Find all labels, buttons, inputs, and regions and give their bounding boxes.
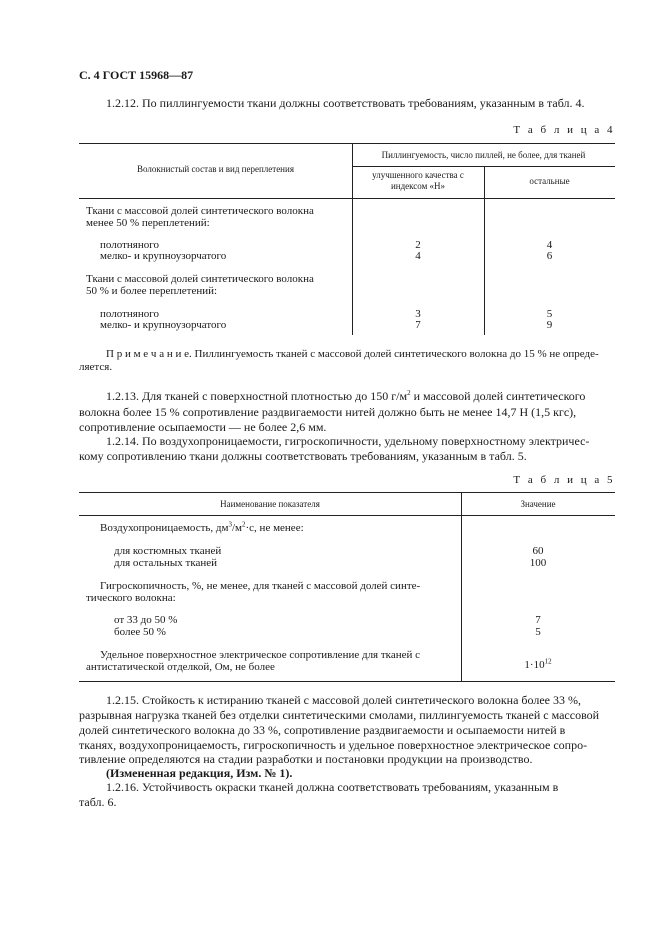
table-4-note-continued: ляется. bbox=[79, 361, 113, 373]
table-cell-value: 4 bbox=[546, 239, 553, 251]
table-5-hygroscopicity-label: Гигроскопичность, %, не менее, для тканей с массовой долей синте- bbox=[100, 580, 421, 592]
table-row-label: полотняного bbox=[100, 239, 159, 251]
table-5-air-permeability-label bbox=[100, 522, 304, 535]
table-row-label: полотняного bbox=[100, 308, 159, 320]
table-5-col-divider bbox=[461, 492, 462, 681]
air-text-c: ·с, не менее: bbox=[245, 522, 304, 534]
p13-superscript: 2 bbox=[407, 389, 411, 397]
table-cell-value: 9 bbox=[546, 319, 553, 331]
table-4-caption: Т а б л и ц а 4 bbox=[513, 124, 615, 136]
table-4-col1-header: Волокнистый состав и вид переплетения bbox=[137, 164, 294, 174]
paragraph-1-2-15-line2: разрывная нагрузка тканей без отделки синтетическими смолами, пиллингуемость тканей с массовой bbox=[79, 708, 600, 722]
paragraph-1-2-13-line2: волокна более 15 % сопротивление раздвигаемости нитей должно быть не менее 14,7 Н (1,5 кгс), bbox=[79, 405, 577, 419]
note-text: Пиллингуемость тканей с массовой долей синтетического волокна до 15 % не опреде- bbox=[191, 348, 599, 360]
table-cell-value: 3 bbox=[415, 308, 421, 320]
table-5-col2-header: Значение bbox=[520, 499, 556, 509]
table-4-note bbox=[106, 348, 599, 361]
table-cell-value: 7 bbox=[535, 614, 541, 626]
table-5-bottom-border bbox=[79, 681, 615, 682]
note-label: П р и м е ч а н и е. bbox=[106, 348, 192, 360]
table-5-col1-header: Наименование показателя bbox=[220, 499, 320, 509]
table-4-col2-header-line2: индексом «Н» bbox=[390, 181, 446, 191]
paragraph-1-2-15-line4: тканях, воздухопроницаемость, гигроскопичность и удельное поверхностное электрическое сопро- bbox=[79, 738, 588, 752]
table-4-group2-subtitle: 50 % и более переплетений: bbox=[86, 285, 218, 297]
table-cell-value: 6 bbox=[546, 250, 553, 262]
p13-text-a: 1.2.13. Для тканей с поверхностной плотностью до 150 г/м bbox=[106, 389, 408, 403]
table-cell-value: 2 bbox=[415, 239, 421, 251]
table-4-group1-subtitle: менее 50 % переплетений: bbox=[86, 217, 210, 229]
table-5-resistance-value bbox=[461, 659, 615, 672]
table-4-col2-header-line1: улучшенного качества с bbox=[372, 170, 464, 180]
paragraph-1-2-15-line3: долей синтетического волокна до 33 %, сопротивление раздвигаемости и осыпаемости нитей в bbox=[79, 723, 566, 737]
table-4-col-group-header: Пиллингуемость, число пиллей, не более, для тканей bbox=[381, 150, 586, 160]
res-value-exp: 12 bbox=[544, 657, 552, 666]
paragraph-1-2-14-line2: кому сопротивлению ткани должны соответствовать требованиям, указанным в табл. 5. bbox=[79, 449, 527, 463]
paragraph-1-2-13-line1 bbox=[106, 389, 585, 403]
table-cell-value: 100 bbox=[529, 557, 547, 569]
paragraph-1-2-16-line1: 1.2.16. Устойчивость окраски тканей должна соответствовать требованиям, указанным в bbox=[106, 780, 559, 794]
table-row-label: мелко- и крупноузорчатого bbox=[100, 319, 227, 331]
table-cell-value: 5 bbox=[535, 626, 541, 638]
paragraph-1-2-15-line1: 1.2.15. Стойкость к истиранию тканей с массовой долей синтетического волокна более 33 %, bbox=[106, 693, 582, 707]
air-text-a: Воздухопроницаемость, дм bbox=[100, 522, 229, 534]
table-row-label: для остальных тканей bbox=[114, 557, 218, 569]
table-5-caption: Т а б л и ц а 5 bbox=[513, 474, 615, 486]
page-header: С. 4 ГОСТ 15968—87 bbox=[79, 68, 194, 82]
table-4-col3-header: остальные bbox=[529, 176, 570, 186]
res-value-base: 1·10 bbox=[524, 659, 545, 671]
air-sup-1: 3 bbox=[228, 520, 232, 529]
table-4-group1-title: Ткани с массовой долей синтетического волокна bbox=[86, 205, 314, 217]
p13-text-b: и массовой долей синтетического bbox=[410, 389, 586, 403]
paragraph-1-2-13-line3: сопротивление осыпаемости — не более 2,6 мм. bbox=[79, 420, 327, 434]
paragraph-1-2-15-line5: тивление определяются на стадии разработки и постановки продукции на производство. bbox=[79, 752, 533, 766]
table-cell-value: 4 bbox=[415, 250, 421, 262]
table-row-label: для костюмных тканей bbox=[114, 545, 222, 557]
amendment-note: (Измененная редакция, Изм. № 1). bbox=[106, 766, 293, 780]
table-5-top-border bbox=[79, 492, 615, 493]
table-row-label: мелко- и крупноузорчатого bbox=[100, 250, 227, 262]
table-4-top-border bbox=[79, 143, 615, 144]
table-row-label: более 50 % bbox=[114, 626, 166, 638]
paragraph-1-2-16-line2: табл. 6. bbox=[79, 795, 117, 809]
table-4-group2-title: Ткани с массовой долей синтетического волокна bbox=[86, 273, 314, 285]
table-4-header-rule bbox=[79, 198, 615, 199]
table-5-header-rule bbox=[79, 515, 615, 516]
paragraph-1-2-12: 1.2.12. По пиллингуемости ткани должны соответствовать требованиям, указанным в табл. 4. bbox=[106, 96, 585, 110]
table-5-hygroscopicity-label-cont: тического волокна: bbox=[86, 592, 176, 604]
table-row-label: от 33 до 50 % bbox=[114, 614, 178, 626]
air-text-b: /м bbox=[231, 522, 243, 534]
table-5-resistance-label: Удельное поверхностное электрическое сопротивление для тканей с bbox=[100, 649, 421, 661]
paragraph-1-2-14-line1: 1.2.14. По воздухопроницаемости, гигроскопичности, удельному поверхностному электричес- bbox=[106, 434, 590, 448]
table-cell-value: 60 bbox=[532, 545, 544, 557]
air-sup-2: 2 bbox=[242, 520, 246, 529]
table-cell-value: 5 bbox=[546, 308, 553, 320]
table-cell-value: 7 bbox=[415, 319, 421, 331]
table-5-resistance-label-cont: антистатической отделкой, Ом, не более bbox=[86, 661, 275, 673]
